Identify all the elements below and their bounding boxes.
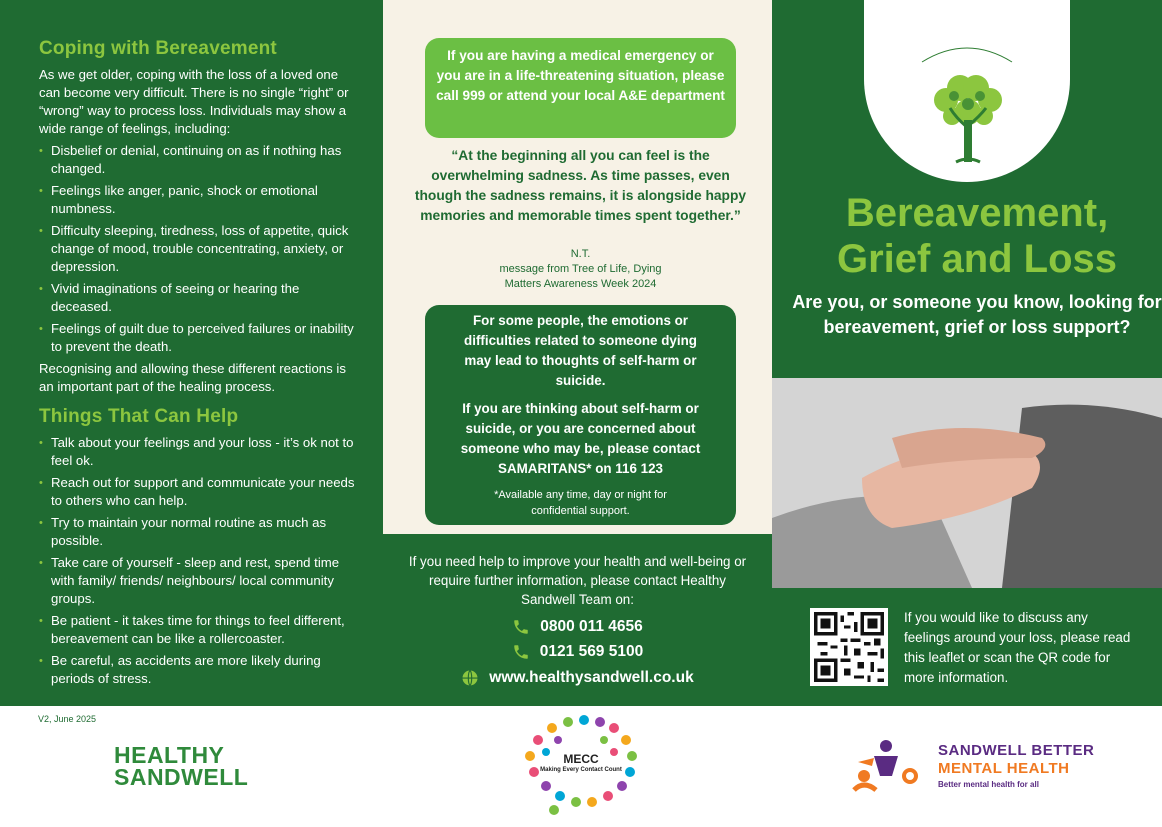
list-item: • Talk about your feelings and your loss - it’s ok not to feel ok. [39, 434, 359, 470]
quote-author: N.T. [570, 248, 591, 260]
healthy-sandwell-line-2: SANDWELL [114, 764, 249, 790]
list-item: • Disbelief or denial, continuing on as if nothing has changed. [39, 142, 359, 178]
healthy-sandwell-logo [114, 744, 248, 788]
qr-code[interactable] [810, 608, 888, 686]
contact-panel [383, 534, 772, 706]
sbmh-tagline: Better mental health for all [938, 780, 1039, 789]
version-label: V2, June 2025 [38, 714, 97, 724]
healthy-sandwell-line-1: HEALTHY [114, 742, 225, 768]
list-item: • Be careful, as accidents are more likely during periods of stress. [39, 652, 359, 688]
mecc-subtitle: Making Every Contact Count [540, 767, 622, 773]
list-item: • Try to maintain your normal routine as much as possible. [39, 514, 359, 550]
phone-number-1: 0800 011 4656 [540, 618, 643, 635]
list-item: • Feelings of guilt due to perceived failures or inability to prevent the death. [39, 320, 359, 356]
phone-number-2: 0121 569 5100 [539, 643, 644, 660]
list-item: • Feelings like anger, panic, shock or emotional numbness. [39, 182, 359, 218]
coping-list [39, 142, 359, 356]
list-item: • Reach out for support and communicate your needs to others who can help. [39, 474, 359, 510]
samaritans-note: *Available any time, day or night for confidential support. [494, 489, 667, 517]
website-link: www.healthysandwell.co.uk [489, 669, 694, 686]
phone-icon [512, 618, 530, 636]
phone-row-1[interactable] [383, 618, 772, 636]
sbmh-line-2: MENTAL HEALTH [938, 760, 1070, 777]
quote-text: “At the beginning all you can feel is the overwhelming sadness. As time passes, even though the sadness remains, it is alongside happy memories and memorable times spent together.” [414, 148, 747, 223]
coping-outro: Recognising and allowing these different reactions is an important part of the healing process. [39, 361, 346, 394]
coping-heading: Coping with Bereavement [39, 38, 277, 59]
help-list [39, 434, 359, 688]
left-panel [0, 0, 383, 706]
globe-icon [461, 669, 479, 687]
list-item: • Be patient - it takes time for things to feel different, bereavement can be like a rollercoaster. [39, 612, 359, 648]
sbmh-line-1: SANDWELL BETTER [938, 742, 1095, 759]
list-item: • Take care of yourself - sleep and rest, spend time with family/ friends/ neighbours/ local community groups. [39, 554, 359, 608]
middle-panel [383, 0, 772, 534]
samaritans-paragraph-1: For some people, the emotions or difficulties related to someone dying may lead to thoughts of self-harm or suicide. [464, 313, 697, 388]
sandwell-better-mental-health-logo [852, 736, 1112, 796]
quote-attribution [413, 247, 748, 292]
phone-row-2[interactable] [383, 643, 772, 661]
qr-description: If you would like to discuss any feelings around your loss, please read this leaflet or scan the QR code for more information. [904, 610, 1131, 685]
samaritans-paragraph-2: If you are thinking about self-harm or suicide, or you are concerned about someone who may be, please contact SAMARITANS* on 116 123 [460, 401, 701, 476]
page-title [792, 190, 1162, 282]
help-heading: Things That Can Help [39, 406, 239, 427]
holding-hands-photo [772, 378, 1162, 588]
emergency-notice: If you are having a medical emergency or you are in a life-threatening situation, please call 999 or attend your local A&E department [425, 38, 736, 138]
subtitle: Are you, or someone you know, looking for bereavement, grief or loss support? [792, 292, 1162, 337]
title-line-1: Bereavement, [845, 191, 1109, 235]
list-item: • Difficulty sleeping, tiredness, loss of appetite, quick change of mood, trouble concentrating, anxiety, or depression. [39, 222, 359, 276]
samaritans-notice [425, 305, 736, 525]
quote-source: message from Tree of Life, Dying Matters Awareness Week 2024 [499, 263, 662, 290]
contact-intro: If you need help to improve your health and well-being or require further information, please contact Healthy Sandwell Team on: [408, 554, 747, 607]
compassionate-communities-logo [864, 0, 1070, 182]
footer [0, 706, 1162, 827]
mecc-title: MECC [563, 752, 599, 766]
right-panel [772, 0, 1162, 706]
website-row[interactable] [383, 669, 772, 687]
list-item: • Vivid imaginations of seeing or hearing the deceased. [39, 280, 359, 316]
coping-intro: As we get older, coping with the loss of a loved one can become very difficult. There is no single “right” or “wrong” way to process loss. Individuals may show a wide range of feelings, including: [39, 67, 349, 136]
title-line-2: Grief and Loss [836, 237, 1118, 281]
phone-icon [512, 643, 530, 661]
mecc-logo [518, 710, 644, 822]
